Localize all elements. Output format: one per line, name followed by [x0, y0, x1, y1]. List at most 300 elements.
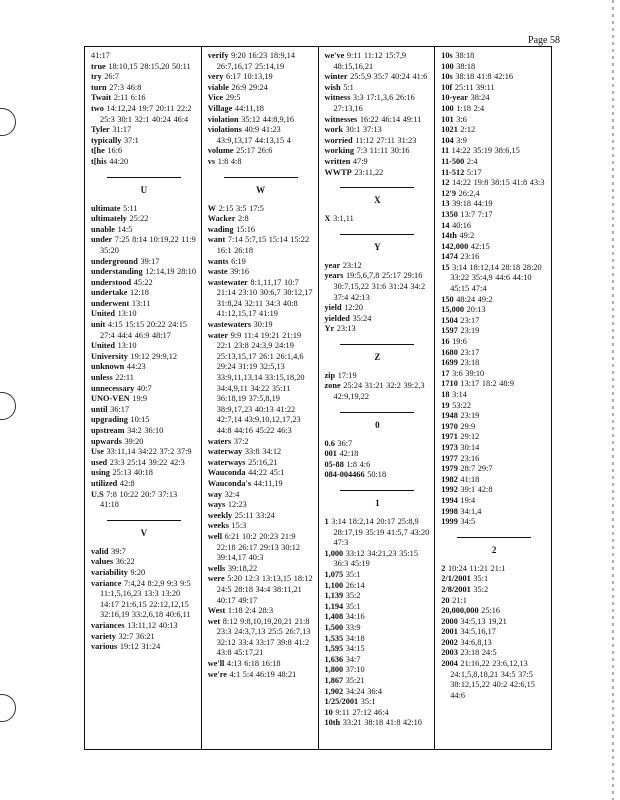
index-entry — [91, 157, 197, 168]
index-entry — [325, 115, 431, 126]
index-refs: 35:1 — [360, 697, 376, 707]
index-entry — [325, 602, 431, 613]
index-refs: 25:17 26:6 — [236, 146, 273, 156]
index-entry — [325, 665, 431, 676]
index-term: we've — [324, 51, 345, 60]
index-term: witness — [324, 93, 351, 103]
index-entry — [325, 93, 431, 114]
index-term: variability — [91, 567, 128, 577]
index-term: under — [91, 235, 113, 245]
index-refs: 39:18 44:19 — [452, 199, 493, 209]
index-entry — [325, 623, 431, 634]
index-term: wastewater — [207, 277, 248, 287]
index-refs: 41:18 — [460, 474, 480, 484]
index-term: worried — [324, 135, 353, 145]
index-entry — [91, 62, 197, 73]
index-refs: 26:9 29:24 — [231, 82, 268, 92]
index-entry — [441, 496, 547, 507]
index-term: Yr — [324, 324, 335, 334]
index-refs: 50:18 — [367, 470, 387, 480]
index-term: weekly — [207, 510, 233, 520]
index-refs: 3:6 39:10 — [452, 368, 485, 378]
index-entry — [208, 157, 314, 168]
index-term: 1597 — [441, 326, 458, 336]
index-entry — [208, 670, 314, 681]
index-entry — [208, 659, 314, 670]
index-refs: 21:1 — [452, 595, 467, 605]
index-entry — [441, 168, 547, 179]
index-refs: 13:10 — [117, 341, 137, 351]
index-entry — [325, 271, 431, 303]
index-entry — [441, 242, 547, 253]
index-refs: 44:23 — [126, 362, 146, 372]
index-entry — [441, 295, 547, 306]
index-entry — [441, 93, 547, 104]
index-term: upwards — [91, 436, 122, 446]
index-refs: 39:17 — [140, 256, 160, 266]
index-refs: 13:10 — [117, 309, 137, 319]
index-refs: 19:5,6,7,8 25:17 29:16 30:7,15,22 31:6 31:24 34:2 37:4 42:13 — [333, 271, 426, 302]
index-refs: 37:1 — [124, 135, 139, 145]
index-entry — [325, 324, 431, 335]
index-entry — [91, 405, 197, 416]
index-entry — [441, 617, 547, 628]
index-entry — [441, 574, 547, 585]
index-term: we'll — [207, 659, 225, 669]
index-term: 11-512 — [441, 167, 465, 177]
index-entry — [91, 104, 197, 125]
index-term: t[his — [91, 156, 107, 166]
index-term: United — [91, 309, 115, 319]
index-refs: 30:1 37:13 — [345, 125, 382, 135]
index-refs: 35:2 — [473, 584, 489, 594]
index-term: we're — [207, 669, 227, 679]
index-term: way — [207, 489, 223, 499]
page-edge-shadow — [612, 0, 614, 800]
index-term: used — [91, 457, 108, 467]
index-term: 10f — [441, 82, 453, 92]
index-entry — [208, 125, 314, 146]
index-entry — [441, 83, 547, 94]
index-refs: 26:2,4 — [458, 188, 480, 198]
index-refs: 40:9 41:23 43:9,13,17 44:13,15 4 — [216, 125, 291, 145]
index-entry — [91, 479, 197, 490]
section-letter: 1 — [325, 490, 431, 508]
index-term: 1350 — [441, 209, 458, 219]
index-refs: 42:18 — [339, 449, 359, 459]
index-refs: 44:22 45:1 — [248, 468, 285, 478]
section-letter: Y — [325, 234, 431, 252]
index-column-4 — [434, 47, 551, 749]
index-entry — [325, 125, 431, 136]
index-entry — [441, 638, 547, 649]
index-entry — [441, 348, 547, 359]
index-refs: 23:17 — [460, 315, 480, 325]
index-refs: 12:14,19 28:10 — [145, 267, 196, 277]
index-term: 10s — [441, 51, 453, 60]
index-refs: 12:20 — [344, 303, 364, 313]
index-entry — [91, 632, 197, 643]
index-refs: 19:6 — [452, 337, 467, 347]
index-refs: 12:18 — [130, 288, 149, 298]
index-refs: 38:24 — [470, 93, 490, 103]
index-entry — [91, 146, 197, 157]
index-entry — [208, 235, 314, 256]
index-refs: 20:13 — [466, 305, 486, 315]
index-term: 15,000 — [441, 305, 465, 315]
index-entry — [91, 621, 197, 632]
index-refs: 13:11,12 40:13 — [127, 620, 178, 630]
index-entry — [325, 168, 431, 179]
index-entry — [91, 579, 197, 621]
index-entry — [208, 479, 314, 490]
index-term: two — [91, 103, 104, 113]
index-entry — [325, 634, 431, 645]
index-refs: 35:21 — [345, 675, 365, 685]
index-entry — [441, 659, 547, 701]
index-entry — [441, 115, 547, 126]
index-term: wastewaters — [207, 320, 252, 330]
index-refs: 36:7 — [337, 438, 353, 448]
index-refs: 25:16,21 — [248, 457, 278, 467]
index-term: utilized — [91, 478, 118, 488]
index-refs: 35:1 — [473, 574, 489, 584]
index-entry — [441, 507, 547, 518]
index-entry — [208, 267, 314, 278]
index-entry — [325, 718, 431, 729]
index-entry — [91, 214, 197, 225]
index-refs: 29:12 — [460, 432, 480, 442]
index-refs: 23:19 — [460, 411, 480, 421]
index-term: 12 — [441, 178, 450, 188]
index-refs: 7:25 8:14 10:19,22 11:9 35:20 — [100, 235, 196, 255]
index-entry — [441, 210, 547, 221]
index-term: zone — [324, 381, 341, 391]
index-term: ultimately — [91, 214, 127, 224]
index-term: year — [324, 260, 341, 270]
index-entry — [325, 449, 431, 460]
index-term: violation — [207, 114, 239, 124]
index-term: Use — [91, 447, 104, 457]
index-entry — [325, 570, 431, 581]
index-refs: 23:19 — [460, 326, 480, 336]
index-refs: 13:17 18:2 48:9 — [460, 379, 514, 389]
index-refs: 8:1,11,17 10:7 21:14 23:10 30:6,7 30:12,17 31:8,24 32:11 34:3 40:8 41:12,15,17 41:19 — [216, 277, 313, 319]
index-term: Wacker — [207, 214, 236, 224]
index-term: vs — [207, 156, 216, 166]
index-entry — [91, 51, 197, 62]
index-term: written — [324, 156, 351, 166]
index-term: 10-year — [441, 93, 468, 103]
index-term: 084-004466 — [324, 470, 365, 480]
index-term: 1,000 — [324, 548, 344, 558]
index-entry — [441, 178, 547, 189]
section-letter: X — [325, 187, 431, 205]
index-entry — [91, 320, 197, 341]
index-entry — [325, 460, 431, 471]
index-refs: 39:16 — [230, 267, 250, 277]
index-term: underwent — [91, 298, 130, 308]
index-refs: 14:12,24 19:7 20:11 22:2 25:3 30:1 32:1 40:24 46:4 — [100, 103, 192, 124]
index-entry — [208, 72, 314, 83]
index-refs: 38:18 41:8 42:16 — [455, 72, 514, 82]
index-term: values — [91, 557, 114, 567]
index-refs: 15:3 — [231, 521, 247, 531]
index-refs: 25:5,9 35:7 40:24 41:6 — [350, 72, 428, 82]
index-refs: 17:19 — [337, 370, 357, 380]
index-refs: 3:14 18:2,14 20:17 25:8,9 28:17,19 35:19 41:5,7 43:20 47:3 — [331, 517, 430, 548]
index-refs: 33:8 34:12 — [244, 447, 282, 457]
index-refs: 25:16 — [481, 606, 501, 616]
index-entry — [441, 627, 547, 638]
index-refs: 2:12 — [460, 125, 476, 135]
index-term: 1,636 — [324, 654, 344, 664]
index-refs: 6:17 10:13,19 — [226, 72, 273, 82]
index-refs: 10:15 — [130, 415, 150, 425]
index-entry — [208, 278, 314, 320]
index-entry — [325, 381, 431, 402]
index-entry — [441, 62, 547, 73]
index-entry — [441, 411, 547, 422]
index-entry — [441, 157, 547, 168]
index-refs: 5:20 12:3 13:13,15 18:12 24:5 28:18 34:4 38:11,21 40:17 49:17 — [216, 574, 313, 605]
index-entry — [91, 437, 197, 448]
index-term: witnesses — [324, 114, 358, 124]
index-entry — [91, 288, 197, 299]
index-entry — [91, 458, 197, 469]
index-entry — [91, 557, 197, 568]
index-entry — [441, 475, 547, 486]
index-term: 1021 — [441, 125, 458, 135]
index-entry — [208, 331, 314, 437]
index-refs: 42:8 — [119, 478, 135, 488]
index-term: 12'9 — [441, 188, 457, 198]
index-refs: 6:21 10:2 20:23 21:9 22:18 26:17 29:13 30:12 39:14,17 40:3 — [216, 531, 301, 563]
index-entry — [441, 189, 547, 200]
index-entry — [325, 72, 431, 83]
index-entry — [91, 373, 197, 384]
index-entry — [325, 612, 431, 623]
index-refs: 1:18 2:4 28:3 — [227, 606, 274, 616]
index-refs: 13:11 — [131, 298, 151, 308]
index-entry — [91, 384, 197, 395]
index-term: waters — [207, 436, 232, 446]
index-term: upstream — [91, 426, 125, 435]
index-term: 11-500 — [441, 156, 465, 166]
index-entry — [208, 225, 314, 236]
index-entry — [208, 468, 314, 479]
index-term: winter — [324, 72, 348, 82]
index-term: viable — [207, 82, 229, 92]
index-entry — [441, 358, 547, 369]
index-refs: 49:2 — [459, 231, 475, 241]
index-term: West — [207, 606, 226, 616]
index-refs: 34:5,13 19,21 — [460, 616, 507, 626]
index-entry — [325, 687, 431, 698]
index-refs: 35:1 — [345, 601, 361, 611]
index-term: verify — [207, 51, 229, 60]
index-refs: 29:5 — [225, 93, 241, 103]
index-entry — [91, 490, 197, 511]
index-term: undertake — [91, 288, 128, 298]
index-refs: 37:10 — [345, 665, 365, 675]
index-term: waterway — [207, 447, 243, 457]
index-refs: 23:11,22 — [354, 167, 384, 177]
index-refs: 26:14 — [345, 580, 365, 590]
index-term: 1,500 — [324, 622, 344, 632]
index-entry — [91, 309, 197, 320]
section-letter: 0 — [325, 412, 431, 430]
index-refs: 16:22 46:14 49:11 — [359, 114, 422, 124]
index-refs: 9:11 27:12 46:4 — [335, 707, 389, 717]
index-entry — [208, 458, 314, 469]
index-term: 2001 — [441, 627, 458, 637]
index-refs: 33:9 — [345, 622, 361, 632]
index-refs: 32:7 36:21 — [118, 631, 155, 641]
index-refs: 15:16 — [236, 224, 256, 234]
index-entry — [441, 136, 547, 147]
page-label: Page 58 — [528, 35, 560, 46]
index-term: 1 — [324, 517, 329, 527]
index-entry — [325, 146, 431, 157]
index-entry — [91, 235, 197, 256]
index-refs: 9:20 16:23 18:9,14 26:7,16,17 25:14,19 — [216, 51, 295, 71]
index-refs: 34:1,4 — [460, 506, 482, 516]
index-term: 10th — [324, 718, 341, 728]
index-refs: 30:14 — [460, 442, 480, 452]
index-refs: 33:12 34:21,23 35:15 36:3 45:19 — [333, 548, 418, 569]
index-term: 1971 — [441, 432, 458, 442]
index-term: 2003 — [441, 648, 458, 658]
index-entry — [441, 485, 547, 496]
index-term: upgrading — [91, 415, 128, 425]
index-refs: 2:11 6:16 — [113, 93, 146, 103]
section-letter: 2 — [441, 537, 547, 555]
index-entry — [441, 454, 547, 465]
index-term: 1474 — [441, 252, 458, 262]
index-entry — [91, 257, 197, 268]
index-term: 16 — [441, 337, 450, 347]
index-term: Wauconda — [207, 468, 246, 478]
index-entry — [325, 157, 431, 168]
index-term: turn — [91, 82, 107, 92]
index-refs: 3:14 — [452, 390, 467, 399]
index-term: unnecessary — [91, 383, 135, 393]
index-refs: 4:13 6:18 16:18 — [226, 659, 281, 669]
index-term: 1992 — [441, 485, 458, 495]
index-term: well — [207, 531, 223, 541]
index-entry — [441, 326, 547, 337]
index-refs: 5:17 — [466, 167, 482, 177]
index-entry — [325, 51, 431, 72]
index-refs: 25:13 40:18 — [112, 468, 153, 478]
index-term: Twait — [91, 93, 112, 103]
index-entry — [441, 390, 547, 401]
index-refs: 9:9 11:4 19:21 21:19 22:1 23:8 24:3,9 24:19 25:13,15,17 26:1 26:1,4,6 29:24 31:19 32:5,13 33:9,11,13,14 33:15,18,20 34:4,9,11 34:22 35:11 36:18,19 37:5,8,19 38:9,17,23 40:13 41:22 42:7,14 43:9,10,12,17,23 44:8 44:16 45:22 46:3 — [216, 330, 305, 435]
index-term: try — [91, 72, 102, 82]
index-table — [84, 46, 552, 750]
index-entry — [208, 146, 314, 157]
index-term: 11 — [441, 146, 450, 156]
index-entry — [441, 125, 547, 136]
index-term: 18 — [441, 390, 450, 399]
index-entry — [441, 51, 547, 62]
index-entry — [441, 432, 547, 443]
index-refs: 23:16 — [460, 453, 480, 463]
index-entry — [441, 401, 547, 412]
index-term: unit — [91, 320, 106, 330]
index-refs: 36:17 — [110, 404, 130, 414]
index-term: using — [91, 468, 110, 478]
index-refs: 39:20 — [124, 436, 144, 446]
index-entry — [91, 447, 197, 458]
index-term: 1,075 — [324, 570, 344, 579]
index-term: wells — [207, 563, 226, 573]
index-term: 2 — [441, 563, 446, 573]
index-term: unknown — [91, 362, 125, 372]
index-entry — [325, 261, 431, 272]
index-refs: 23:12 — [342, 260, 362, 270]
section-letter: Z — [325, 344, 431, 362]
index-term: ultimate — [91, 203, 121, 213]
index-term: wants — [207, 256, 229, 266]
index-entry — [91, 341, 197, 352]
index-term: various — [91, 642, 118, 652]
index-term: variety — [91, 631, 116, 641]
index-term: 1699 — [441, 358, 458, 368]
index-entry — [441, 443, 547, 454]
index-entry — [325, 517, 431, 549]
index-entry — [91, 468, 197, 479]
index-term: 1710 — [441, 379, 458, 389]
index-entry — [208, 320, 314, 331]
index-refs: 3:6 — [456, 114, 467, 124]
index-term: 10s — [441, 72, 453, 82]
index-refs: 3:3 17:1,3,6 26:16 27:13,16 — [333, 93, 415, 113]
index-term: understood — [91, 277, 132, 287]
index-refs: 3:14 18:12,14 28:18 28:20 33:22 35:4,9 44:6 44:10 45:15 47:4 — [450, 262, 542, 294]
index-term: work — [324, 125, 343, 135]
index-term: 150 — [441, 294, 454, 304]
index-refs: 44:11,19 — [253, 478, 283, 488]
index-refs: 19:12 29:9,12 — [130, 351, 178, 361]
index-entry — [208, 500, 314, 511]
index-term: violations — [207, 125, 242, 135]
index-refs: 11:12 27:11 31:23 — [355, 135, 417, 145]
index-entry — [91, 267, 197, 278]
index-refs: 21:16,22 23:6,12,13 24:1,5,8,18,21 34:5 37:5 38:12,15,22 40:2 42:6,15 44:6 — [450, 659, 535, 700]
index-term: 1,194 — [324, 601, 344, 611]
index-term: valid — [91, 546, 109, 556]
index-refs: 48:24 49:2 — [456, 294, 493, 304]
punch-hole — [0, 392, 16, 420]
index-refs: 34:2 36:10 — [127, 426, 164, 435]
index-entry — [441, 585, 547, 596]
index-refs: 31:17 — [112, 125, 132, 135]
index-refs: 13:7 7:17 — [460, 209, 493, 219]
index-term: 20 — [441, 595, 450, 605]
index-term: underground — [91, 256, 138, 266]
index-entry — [325, 439, 431, 450]
punch-hole — [0, 108, 16, 136]
index-refs: 35:24 — [352, 313, 372, 323]
index-term: variances — [91, 620, 125, 630]
index-refs: 3:1,11 — [333, 214, 354, 224]
index-entry — [208, 606, 314, 617]
index-refs: 4:15 15:15 20:22 24:15 27:4 44:4 46:9 48:17 — [100, 320, 188, 340]
index-refs: 7:8 10:22 20:7 37:13 41:18 — [100, 489, 178, 510]
index-entry — [208, 521, 314, 532]
